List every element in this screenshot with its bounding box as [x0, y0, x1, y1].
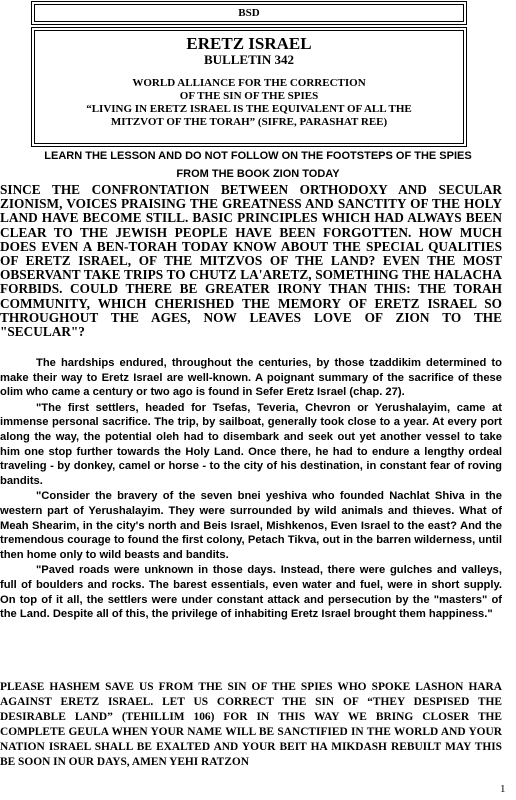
body-paragraph-4: "Paved roads were unknown in those days. Instead, there were gulches and valleys, full of boulders and rocks. The barest essentials, even water and fuel, were in short supply. On top of it all, the settlers were under constant attack and persecution by the "masters" of the Land. Despite all of this, the privilege of inhabiting Eretz Israel brought them happiness."	[0, 564, 502, 621]
bulletin-number: BULLETIN 342	[204, 52, 294, 67]
subheading-source: FROM THE BOOK ZION TODAY	[176, 168, 340, 180]
document-title: ERETZ ISRAEL	[186, 34, 312, 53]
header-line-3: “LIVING IN ERETZ ISRAEL IS THE EQUIVALENT OF ALL THE	[86, 103, 412, 115]
body-paragraph-2: "The first settlers, headed for Tsefas, Teveria, Chevron or Yerushalayim, came at immense personal sacrifice. The trip, by sailboat, generally took close to a year. At every port along the way, the potential oleh had to disembark and seek out yet another vessel to take him one stop further towards the Holy Land. Once there, he had to endure a lengthy ordeal traveling - by donkey, camel or horse - to the city of his destination, in constant fear of roving bandits.	[0, 401, 502, 487]
closing-prayer: PLEASE HASHEM SAVE US FROM THE SIN OF THE SPIES WHO SPOKE LASHON HARA AGAINST ERETZ ISRAEL. LET US CORRECT THE SIN OF “THEY DESPISED THE DESIRABLE LAND” (TEHILLIM 106) FOR IN THIS WAY WE BRING CLOSER THE COMPLETE GEULA WHEN YOUR NAME WILL BE SANCTIFIED IN THE WORLD AND YOUR NATION ISRAEL SHALL BE EXALTED AND YOUR BEIT HA MIKDASH REBUILT MAY THIS BE SOON IN OUR DAYS, AMEN YEHI RATZON	[0, 681, 502, 768]
intro-paragraph: SINCE THE CONFRONTATION BETWEEN ORTHODOXY AND SECULAR ZIONISM, VOICES PRAISING THE GREATNESS AND SANCTITY OF THE HOLY LAND HAVE BECOME STILL. BASIC PRINCIPLES WHICH HAD ALWAYS BEEN CLEAR TO THE JEWISH PEOPLE HAVE BEEN FORGOTTEN. HOW MUCH DOES EVEN A BEN-TORAH TODAY KNOW ABOUT THE SPECIAL QUALITIES OF ERETZ ISRAEL, OF THE MITZVOS OF THE LAND? EVEN THE MOST OBSERVANT TAKE TRIPS TO CHUTZ LA'ARETZ, SOMETHING THE HALACHA FORBIDS. COULD THERE BE GREATER IRONY THAN THIS: THE TORAH COMMUNITY, WHICH CHERISHED THE MEMORY OF ERETZ ISRAEL SO THROUGHOUT THE AGES, NOW LEAVES LOVE OF ZION TO THE "SECULAR"?	[0, 182, 502, 340]
subheading-lesson: LEARN THE LESSON AND DO NOT FOLLOW ON THE FOOTSTEPS OF THE SPIES	[44, 150, 472, 162]
header-line-4: MITZVOT OF THE TORAH” (SIFRE, PARASHAT REE)	[110, 116, 388, 128]
body-paragraph-1: The hardships endured, throughout the centuries, by those tzaddikim determined to make their way to Eretz Israel are well-known. A poignant summary of the sacrifice of these olim who came a century or two ago is found in Sefer Eretz Israel (chap. 27).	[0, 357, 502, 399]
title-box	[34, 30, 464, 144]
header-line-2: OF THE SIN OF THE SPIES	[179, 90, 319, 102]
bsd-header: BSD	[34, 4, 464, 22]
page-number: 1	[500, 783, 506, 795]
body-paragraph-3: "Consider the bravery of the seven bnei yeshiva who founded Nachlat Shiva in the western part of Yerushalayim. They were surrounded by wild animals and thieves. What of Meah Shearim, in the city's north and Beis Israel, Mishkenos, Even Israel to the east? And the tremendous courage to found the first colony, Petach Tikva, out in the barren wilderness, until then home only to wild beasts and bandits.	[0, 490, 502, 561]
header-line-1: WORLD ALLIANCE FOR THE CORRECTION	[132, 77, 366, 89]
body-text	[0, 356, 502, 623]
